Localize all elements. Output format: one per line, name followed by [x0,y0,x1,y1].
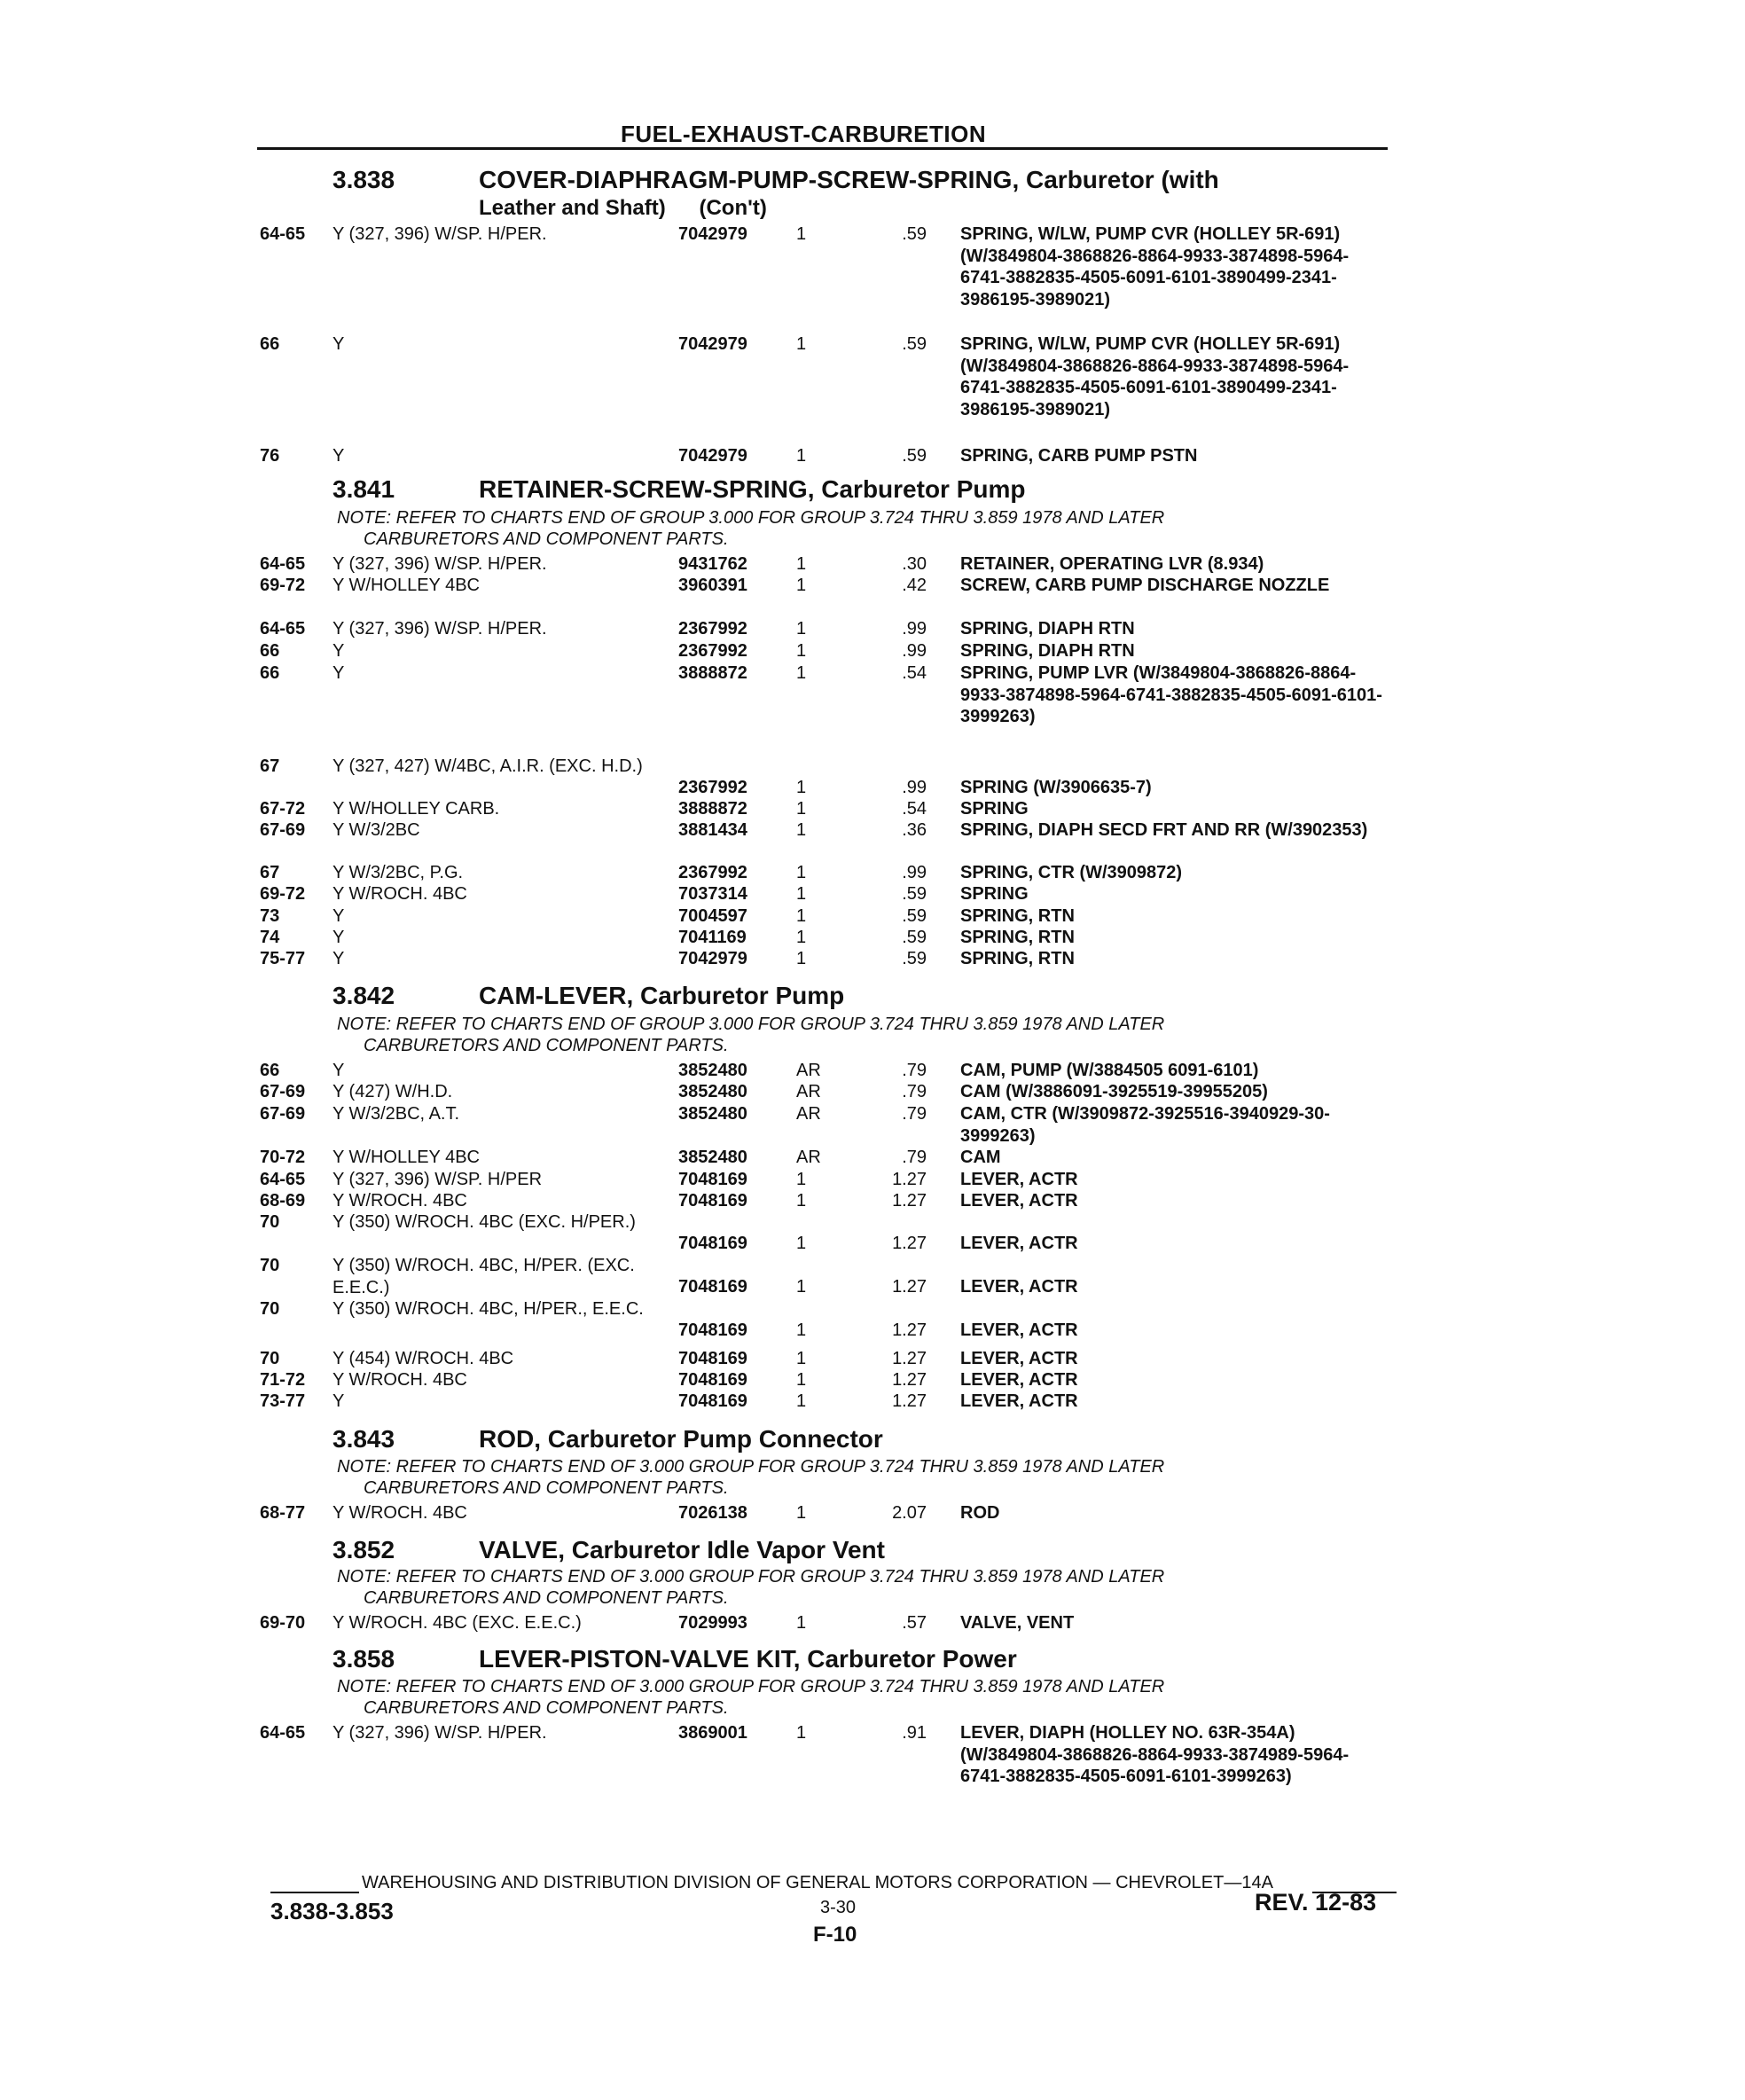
section-title: ROD, Carburetor Pump Connector [479,1425,883,1453]
row-quantity: AR [796,1082,821,1101]
footer-revision: REV. 12-83 [1255,1889,1377,1916]
row-years: 74 [260,928,280,947]
row-price: 1.27 [892,1234,927,1253]
row-quantity: 1 [796,906,807,926]
row-part-number: 7042979 [678,224,747,244]
row-part-name: SPRING, W/LW, PUMP CVR (HOLLEY 5R-691) (W/3849804-3868826-8864-9933-3874898-5964-6741-3882835-4505-6091-6101-3890499-2341-3986195-3989021) [960,224,1350,310]
row-part-name: SPRING [960,799,1029,819]
row-years: 64-65 [260,224,306,244]
row-part-name: SPRING (W/3906635-7) [960,778,1152,797]
row-years: 69-72 [260,884,306,904]
footer-figure-page: F-10 [813,1923,857,1947]
row-years: 64-65 [260,554,306,574]
row-part-number: 7048169 [678,1391,747,1411]
row-price: .59 [902,906,927,926]
row-years: 66 [260,1061,280,1080]
row-quantity: 1 [796,641,807,661]
header-rule [257,147,1388,150]
row-part-name: SPRING, RTN [960,928,1075,947]
row-part-number: 3881434 [678,820,747,840]
row-part-number: 7042979 [678,446,747,466]
row-part-number: 9431762 [678,554,747,574]
row-price: 2.07 [892,1503,927,1523]
row-description: Y W/ROCH. 4BC [333,1370,467,1390]
note-line2: CARBURETORS AND COMPONENT PARTS. [364,1036,729,1055]
footer-text: WAREHOUSING AND DISTRIBUTION DIVISION OF GENERAL MOTORS CORPORATION — CHEVROLET—14A [362,1873,1273,1892]
row-price: .79 [902,1082,927,1101]
row-price: 1.27 [892,1349,927,1368]
section-number: 3.841 [333,475,395,503]
row-years: 64-65 [260,619,306,639]
row-description: Y W/3/2BC, A.T. [333,1104,460,1124]
row-years: 64-65 [260,1170,306,1189]
row-description: Y (327, 396) W/SP. H/PER. [333,554,547,574]
row-price: .79 [902,1104,927,1124]
row-part-name: CAM [960,1148,1001,1167]
row-description: Y (327, 396) W/SP. H/PER [333,1170,543,1189]
row-price: .54 [902,799,927,819]
row-years: 66 [260,641,280,661]
row-description: Y [333,334,345,354]
section-title-line2: Leather and Shaft) [479,196,666,220]
row-part-name: LEVER, ACTR [960,1191,1078,1211]
section-note [337,507,1357,550]
row-quantity: 1 [796,554,807,574]
row-quantity: 1 [796,1370,807,1390]
section-number: 3.842 [333,982,395,1009]
row-price: .57 [902,1613,927,1633]
row-part-name: LEVER, ACTR [960,1234,1078,1253]
row-quantity: 1 [796,778,807,797]
section-continued: (Con't) [699,196,767,220]
row-description: Y W/ROCH. 4BC [333,884,467,904]
row-years: 67-72 [260,799,306,819]
row-part-number: 7048169 [678,1320,747,1340]
row-part-name: LEVER, ACTR [960,1277,1078,1297]
row-description: Y [333,1391,345,1411]
row-part-number: 2367992 [678,863,747,882]
row-part-number: 3852480 [678,1082,747,1101]
row-part-number: 3888872 [678,663,747,683]
row-description: Y [333,1061,345,1080]
row-part-name: LEVER, ACTR [960,1170,1078,1189]
row-years: 68-77 [260,1503,306,1523]
row-description: Y W/HOLLEY 4BC [333,1148,480,1167]
row-description: Y (327, 427) W/4BC, A.I.R. (EXC. H.D.) [333,756,643,776]
section-number: 3.843 [333,1425,395,1453]
row-price: .59 [902,949,927,968]
row-price: .59 [902,928,927,947]
row-description: Y W/ROCH. 4BC [333,1191,467,1211]
row-price: 1.27 [892,1191,927,1211]
row-quantity: 1 [796,820,807,840]
row-part-name: SPRING, RTN [960,949,1075,968]
row-price: 1.27 [892,1370,927,1390]
row-part-number: 7026138 [678,1503,747,1523]
row-part-name: SPRING, RTN [960,906,1075,926]
row-price: 1.27 [892,1320,927,1340]
row-price: .59 [902,224,927,244]
row-quantity: 1 [796,1613,807,1633]
section-title [479,167,1365,222]
row-quantity: 1 [796,1234,807,1253]
row-part-number: 7029993 [678,1613,747,1633]
row-part-number: 3852480 [678,1148,747,1167]
row-part-name: ROD [960,1503,1000,1523]
row-description: Y [333,949,345,968]
row-part-number: 7041169 [678,928,747,947]
row-quantity: 1 [796,1503,807,1523]
section-number: 3.858 [333,1645,395,1673]
section-title-line1: COVER-DIAPHRAGM-PUMP-SCREW-SPRING, Carburetor (with [479,166,1219,193]
note-line1: NOTE: REFER TO CHARTS END OF 3.000 GROUP FOR GROUP 3.724 THRU 3.859 1978 AND LATER [337,1677,1165,1696]
row-price: .36 [902,820,927,840]
row-price: .42 [902,576,927,595]
row-part-number: 7037314 [678,884,747,904]
row-years: 71-72 [260,1370,306,1390]
row-part-number: 7042979 [678,949,747,968]
row-quantity: 1 [796,1320,807,1340]
row-years: 64-65 [260,1723,306,1743]
row-years: 70 [260,1256,280,1275]
row-quantity: 1 [796,949,807,968]
row-quantity: AR [796,1148,821,1167]
row-quantity: 1 [796,1349,807,1368]
row-part-name: SPRING, DIAPH RTN [960,619,1135,639]
row-price: .30 [902,554,927,574]
row-price: .99 [902,778,927,797]
row-years: 66 [260,334,280,354]
row-quantity: 1 [796,446,807,466]
row-quantity: AR [796,1104,821,1124]
row-quantity: 1 [796,1723,807,1743]
row-description: Y (350) W/ROCH. 4BC (EXC. H/PER.) [333,1212,636,1232]
row-quantity: 1 [796,863,807,882]
row-part-name: SPRING, W/LW, PUMP CVR (HOLLEY 5R-691) (W/3849804-3868826-8864-9933-3874898-5964-6741-3882835-4505-6091-6101-3890499-2341-3986195-3989021) [960,334,1350,419]
row-description: Y (454) W/ROCH. 4BC [333,1349,514,1368]
row-quantity: 1 [796,928,807,947]
row-part-number: 7048169 [678,1349,747,1368]
note-line1: NOTE: REFER TO CHARTS END OF 3.000 GROUP FOR GROUP 3.724 THRU 3.859 1978 AND LATER [337,1457,1165,1477]
note-line1: NOTE: REFER TO CHARTS END OF 3.000 GROUP FOR GROUP 3.724 THRU 3.859 1978 AND LATER [337,1567,1165,1587]
row-part-name: SPRING, CARB PUMP PSTN [960,446,1198,466]
row-quantity: 1 [796,619,807,639]
row-quantity: 1 [796,884,807,904]
row-part-number: 7048169 [678,1370,747,1390]
row-price: .99 [902,641,927,661]
row-years: 70 [260,1212,280,1232]
row-quantity: 1 [796,1277,807,1297]
row-quantity: 1 [796,1170,807,1189]
row-years: 67-69 [260,820,306,840]
row-years: 68-69 [260,1191,306,1211]
row-years: 70 [260,1349,280,1368]
row-description: Y [333,928,345,947]
row-part-name: LEVER, DIAPH (HOLLEY NO. 63R-354A) (W/3849804-3868826-8864-9933-3874989-5964-6741-3882835-4505-6091-6101-3999263) [960,1723,1350,1786]
row-price: 1.27 [892,1391,927,1411]
row-years: 69-70 [260,1613,306,1633]
row-part-name: VALVE, VENT [960,1613,1075,1633]
footer-section-range: 3.838-3.853 [270,1898,394,1924]
note-line1: NOTE: REFER TO CHARTS END OF GROUP 3.000 FOR GROUP 3.724 THRU 3.859 1978 AND LATER [337,1015,1165,1034]
row-description: Y W/ROCH. 4BC (EXC. E.E.C.) [333,1613,582,1633]
section-note [337,1566,1357,1609]
row-part-name: LEVER, ACTR [960,1349,1078,1368]
row-price: .59 [902,334,927,354]
row-years: 75-77 [260,949,306,968]
row-part-number: 7048169 [678,1170,747,1189]
row-part-number: 7048169 [678,1277,747,1297]
row-part-number: 3869001 [678,1723,747,1743]
row-years: 76 [260,446,280,466]
row-part-number: 3888872 [678,799,747,819]
row-part-number: 2367992 [678,778,747,797]
section-note [337,1014,1357,1056]
row-part-number: 7048169 [678,1234,747,1253]
row-description: Y (327, 396) W/SP. H/PER. [333,619,547,639]
row-description: Y (327, 396) W/SP. H/PER. [333,224,547,244]
section-number: 3.852 [333,1536,395,1563]
note-line1: NOTE: REFER TO CHARTS END OF GROUP 3.000 FOR GROUP 3.724 THRU 3.859 1978 AND LATER [337,508,1165,528]
row-years: 70-72 [260,1148,306,1167]
row-description: Y [333,906,345,926]
row-part-name: CAM, CTR (W/3909872-3925516-3940929-30-3999263) [960,1104,1330,1146]
row-years: 67-69 [260,1082,306,1101]
row-part-name: SPRING, DIAPH RTN [960,641,1135,661]
row-price: .59 [902,884,927,904]
row-description: Y (350) W/ROCH. 4BC, H/PER. (EXC. E.E.C.) [333,1256,640,1297]
row-part-name: LEVER, ACTR [960,1391,1078,1411]
row-part-number: 7004597 [678,906,747,926]
row-years: 70 [260,1299,280,1319]
note-line2: CARBURETORS AND COMPONENT PARTS. [364,1588,729,1608]
row-quantity: 1 [796,799,807,819]
row-years: 73 [260,906,280,926]
section-title: VALVE, Carburetor Idle Vapor Vent [479,1536,885,1563]
row-part-number: 3852480 [678,1104,747,1124]
row-years: 67 [260,863,280,882]
row-years: 67 [260,756,280,776]
row-years: 69-72 [260,576,306,595]
section-title: LEVER-PISTON-VALVE KIT, Carburetor Power [479,1645,1017,1673]
note-line2: CARBURETORS AND COMPONENT PARTS. [364,1698,729,1718]
row-part-number: 7048169 [678,1191,747,1211]
row-quantity: 1 [796,1191,807,1211]
section-note [337,1456,1357,1499]
row-price: 1.27 [892,1170,927,1189]
row-quantity: AR [796,1061,821,1080]
row-description: Y (427) W/H.D. [333,1082,453,1101]
section-title: RETAINER-SCREW-SPRING, Carburetor Pump [479,475,1026,503]
row-part-number: 3960391 [678,576,747,595]
row-part-name: CAM, PUMP (W/3884505 6091-6101) [960,1061,1259,1080]
row-description: Y W/3/2BC, P.G. [333,863,464,882]
row-part-name: CAM (W/3886091-3925519-39955205) [960,1082,1268,1101]
row-description: Y [333,663,345,683]
note-line2: CARBURETORS AND COMPONENT PARTS. [364,1478,729,1498]
section-note [337,1676,1357,1719]
row-description: Y W/HOLLEY 4BC [333,576,480,595]
row-description: Y [333,641,345,661]
row-part-name: SPRING, DIAPH SECD FRT AND RR (W/3902353) [960,820,1368,840]
row-description: Y W/ROCH. 4BC [333,1503,467,1523]
row-description: Y (350) W/ROCH. 4BC, H/PER., E.E.C. [333,1299,644,1319]
section-title: CAM-LEVER, Carburetor Pump [479,982,845,1009]
footer-rule-left [270,1892,359,1893]
row-price: .54 [902,663,927,683]
row-price: 1.27 [892,1277,927,1297]
row-price: .59 [902,446,927,466]
row-price: .91 [902,1723,927,1743]
row-part-name: SPRING [960,884,1029,904]
footer-page-number: 3-30 [820,1898,857,1917]
row-description: Y [333,446,345,466]
row-quantity: 1 [796,1391,807,1411]
row-quantity: 1 [796,576,807,595]
row-part-name: LEVER, ACTR [960,1320,1078,1340]
row-price: .99 [902,619,927,639]
row-part-name: SPRING, PUMP LVR (W/3849804-3868826-8864-9933-3874898-5964-6741-3882835-4505-6091-6101-3999263) [960,663,1382,726]
note-line2: CARBURETORS AND COMPONENT PARTS. [364,529,729,549]
row-quantity: 1 [796,224,807,244]
row-part-number: 7042979 [678,334,747,354]
row-part-number: 2367992 [678,641,747,661]
row-years: 73-77 [260,1391,306,1411]
row-description: Y (327, 396) W/SP. H/PER. [333,1723,547,1743]
section-number: 3.838 [333,166,395,193]
row-quantity: 1 [796,663,807,683]
row-price: .99 [902,863,927,882]
row-years: 66 [260,663,280,683]
row-years: 67-69 [260,1104,306,1124]
page-header-title: FUEL-EXHAUST-CARBURETION [621,121,987,147]
row-quantity: 1 [796,334,807,354]
row-part-name: RETAINER, OPERATING LVR (8.934) [960,554,1264,574]
row-description: Y W/HOLLEY CARB. [333,799,500,819]
row-price: .79 [902,1148,927,1167]
row-part-number: 3852480 [678,1061,747,1080]
row-part-name: SCREW, CARB PUMP DISCHARGE NOZZLE [960,576,1330,595]
row-part-number: 2367992 [678,619,747,639]
row-part-name: LEVER, ACTR [960,1370,1078,1390]
row-description: Y W/3/2BC [333,820,420,840]
row-price: .79 [902,1061,927,1080]
row-part-name: SPRING, CTR (W/3909872) [960,863,1183,882]
